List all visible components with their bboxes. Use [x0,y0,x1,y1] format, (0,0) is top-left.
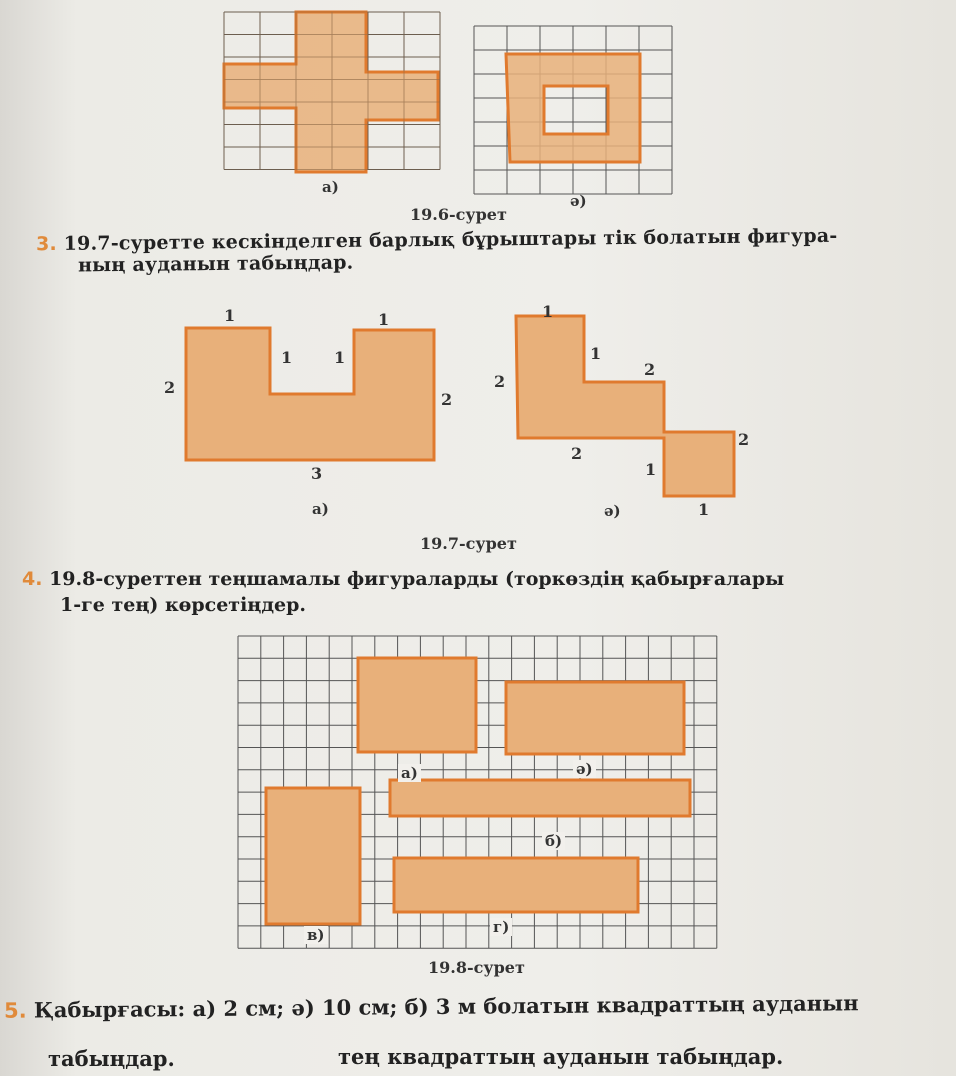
rect-v [266,788,360,924]
rect-b [390,780,690,816]
fig198-label-ae: ә) [573,760,596,778]
fig197a-top-right: 1 [378,310,390,329]
task-3 [36,225,838,255]
task-4-number: 4. [22,568,43,590]
rect-a [358,658,476,752]
task-5 [4,990,859,1022]
fig198-caption: 19.8-сурет [428,958,525,977]
fig198-label-b: б) [542,832,565,850]
task-5-number: 5. [3,998,27,1023]
fig197ae-top: 1 [542,302,554,321]
figure-19-7-a [184,326,444,466]
fig197ae-label: ә) [604,502,621,520]
task-5-line2: табыңдар. [48,1046,175,1071]
fig197ae-left: 2 [494,372,506,391]
fig197a-right: 2 [441,390,453,409]
fig197ae-step1: 1 [590,344,602,363]
cross-shape [224,12,438,172]
fig197ae-bottom-mid: 2 [571,444,583,463]
task-5-line3-partial: тең квадраттың ауданын табыңдар. [338,1044,784,1069]
task-3-line1: 19.7-суретте кескінделген барлық бұрыштары тік болатын фигура- [63,224,838,255]
figure-19-8 [236,634,720,950]
task-4-line1: 19.8-суреттен теңшамалы фигураларды (торкөздің қабырғалары [49,568,785,590]
task-5-line1: Қабырғасы: а) 2 см; ә) 10 см; б) 3 м болатын квадраттың ауданын [33,990,859,1023]
fig197a-left: 2 [164,378,176,397]
fig197ae-step2: 2 [644,360,656,379]
fig198-label-g: г) [490,918,512,936]
task-3-number: 3. [35,232,57,256]
figure-19-7-ae [514,314,744,504]
fig196-label-ae: ә) [570,192,587,210]
task-4 [22,568,784,590]
fig198-label-a: а) [398,764,421,782]
fig197ae-bottom-step: 1 [645,460,657,479]
u-shape [186,328,434,460]
figure-19-6-ae [474,24,674,194]
fig197a-inner-left: 1 [281,348,293,367]
fig196-caption: 19.6-сурет [410,205,507,224]
task-3-line2: ның ауданын табыңдар. [77,251,354,277]
fig197a-inner-right: 1 [334,348,346,367]
fig197-caption: 19.7-сурет [420,534,517,553]
step-shape [516,316,734,496]
figure-19-6-a [222,12,442,182]
task-4-line2: 1-ге тең) көрсетіңдер. [60,594,306,616]
fig197a-bottom: 3 [311,464,323,483]
fig197a-label: а) [312,500,329,518]
fig196-label-a: а) [322,178,339,196]
fig197ae-bottom: 1 [698,500,710,519]
fig197ae-right: 2 [738,430,750,449]
rect-g [394,858,638,912]
rect-ae [506,682,684,754]
fig197a-top-left: 1 [224,306,236,325]
fig198-label-v: в) [304,926,328,944]
